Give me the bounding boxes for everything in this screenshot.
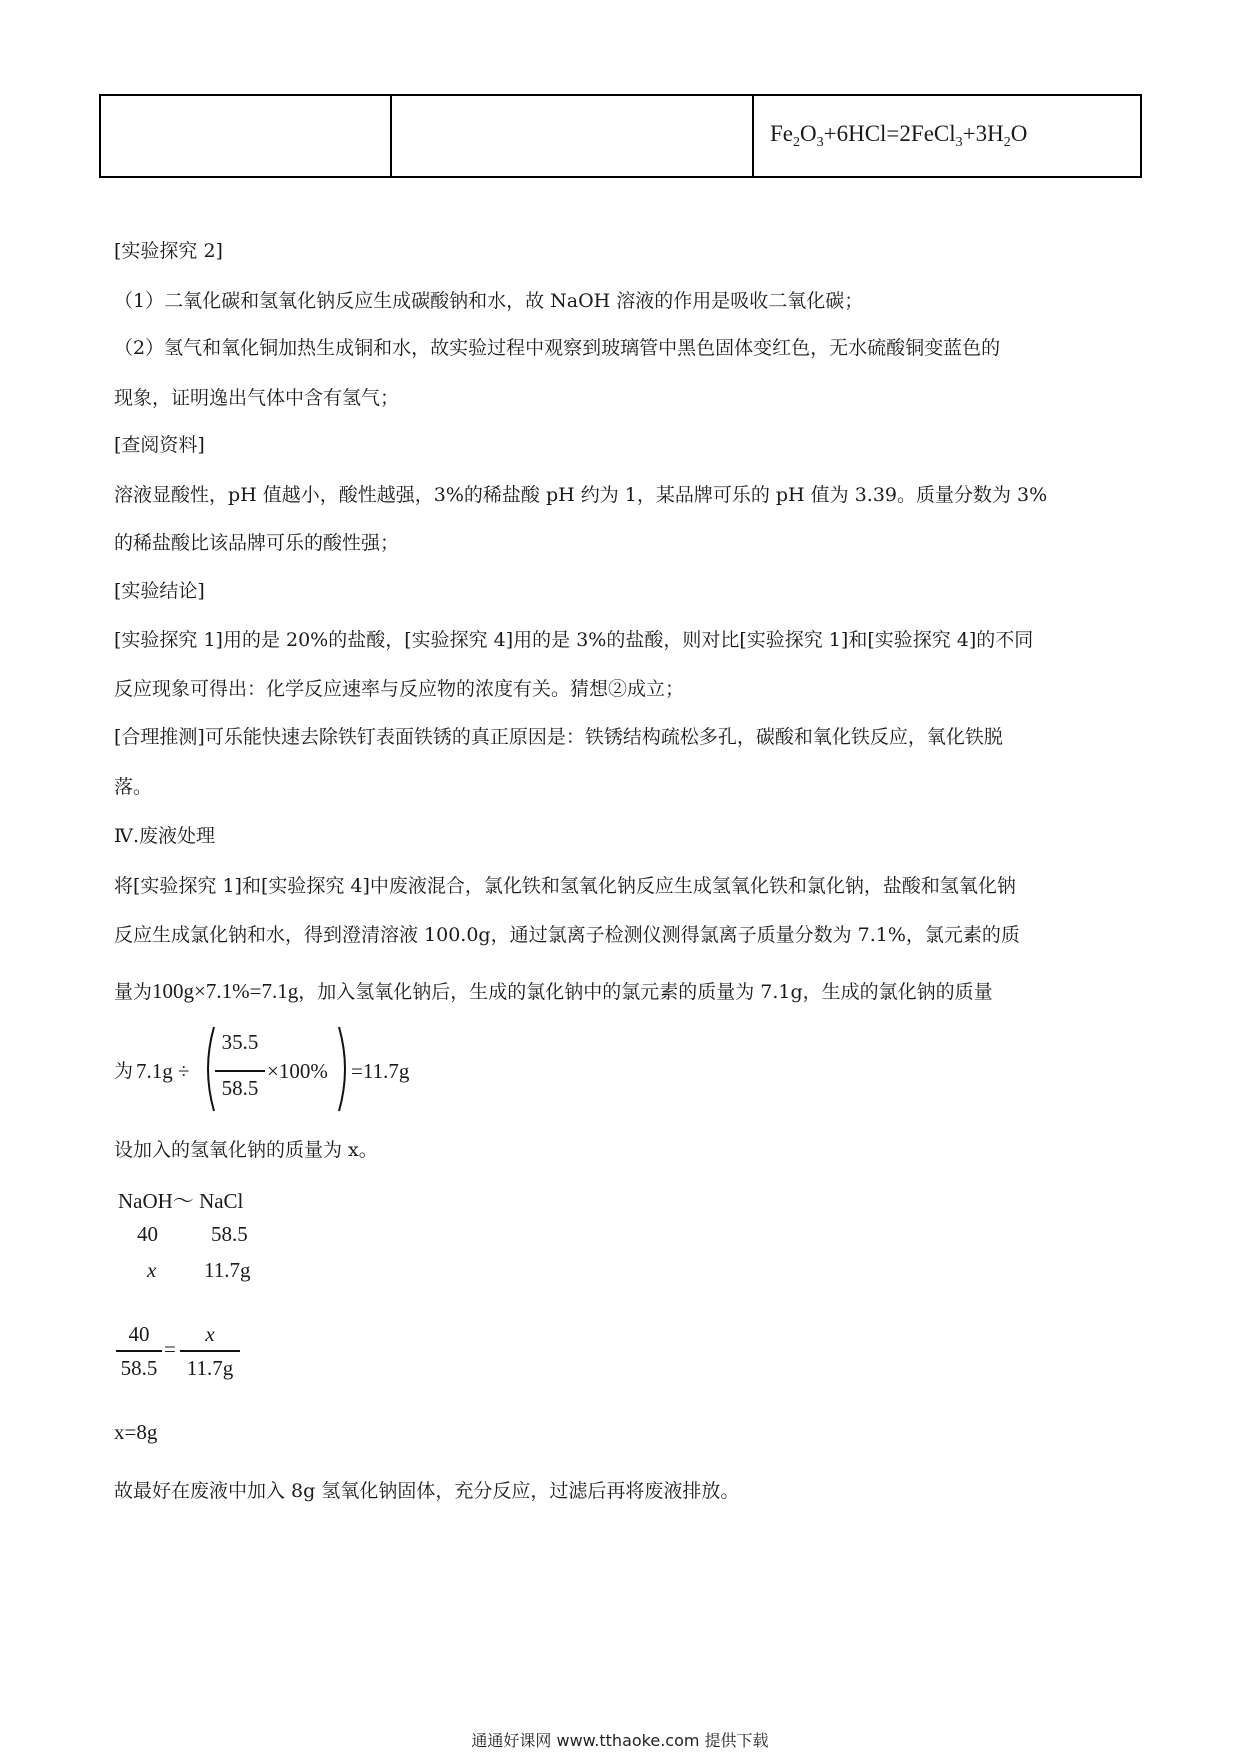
table-right-border xyxy=(1140,94,1142,178)
proportion-denominator: 11.7g xyxy=(186,1356,234,1380)
paragraph-line: 反应现象可得出：化学反应速率与反应物的浓度有关。猜想②成立； xyxy=(114,678,685,700)
proportion-numerator: 40 xyxy=(128,1322,150,1346)
paragraph-line: 溶液显酸性，pH 值越小，酸性越强，3%的稀盐酸 pH 约为 1，某品牌可乐的 pH 值为 3.39。质量分数为 3% xyxy=(114,484,1048,506)
section-heading-waste: Ⅳ.废液处理 xyxy=(114,825,216,847)
section-heading-reference: [查阅资料] xyxy=(114,434,205,456)
relation-value: 40 xyxy=(137,1222,158,1246)
fraction-denominator: 58.5 xyxy=(221,1076,259,1100)
formula-multiplier: ×100% xyxy=(267,1059,328,1083)
proportion-denominator: 58.5 xyxy=(120,1356,158,1380)
relation-value: 11.7g xyxy=(204,1258,251,1282)
fraction-bar xyxy=(180,1350,240,1352)
paragraph-line: 设加入的氢氧化钠的质量为 x。 xyxy=(114,1139,378,1161)
paragraph-line: [合理推测]可乐能快速去除铁钉表面铁锈的真正原因是：铁锈结构疏松多孔，碳酸和氧化铁反应，氧化铁脱 xyxy=(114,726,1003,748)
paragraph-line: （2）氢气和氧化铜加热生成铜和水，故实验过程中观察到玻璃管中黑色固体变红色，无水硫酸铜变蓝色的 xyxy=(114,337,1001,359)
table-cell-formula: $Fe_2O_3+6HCl=2FeCl_3+3H_2O$ xyxy=(770,121,1028,150)
formula-prefix: 为 xyxy=(114,1060,134,1082)
result-equation: x=8g xyxy=(114,1420,158,1444)
table-divider-2 xyxy=(752,94,754,178)
fraction-bar xyxy=(215,1070,265,1072)
table-left-border xyxy=(99,94,101,178)
relation-variable: x xyxy=(147,1258,157,1282)
right-paren-icon xyxy=(336,1024,352,1114)
paragraph-line: 现象，证明逸出气体中含有氢气； xyxy=(114,387,400,409)
relation-value: 58.5 xyxy=(211,1222,248,1246)
paragraph-line: 落。 xyxy=(114,776,153,798)
fraction-numerator: 35.5 xyxy=(221,1030,259,1054)
relation-header: NaOH〜 NaCl xyxy=(118,1189,244,1213)
paragraph-line-with-math: 量为100g×7.1%=7.1g，加入氢氧化钠后，生成的氯化钠中的氯元素的质量为 7.1g，生成的氯化钠的质量 xyxy=(114,979,993,1003)
page-footer: 通通好课网 www.tthaoke.com 提供下载 xyxy=(471,1731,769,1750)
equals-sign: = xyxy=(164,1337,176,1361)
paragraph-line: 反应生成氯化钠和水，得到澄清溶液 100.0g，通过氯离子检测仪测得氯离子质量分数为 7.1%，氯元素的质 xyxy=(114,924,1020,946)
table-bottom-border xyxy=(99,176,1142,178)
table-top-border xyxy=(99,94,1142,96)
section-heading-exp2: [实验探究 2] xyxy=(114,240,223,262)
table-divider-1 xyxy=(390,94,392,178)
paragraph-line: （1）二氧化碳和氢氧化钠反应生成碳酸钠和水，故 NaOH 溶液的作用是吸收二氧化碳； xyxy=(114,290,864,312)
paragraph-line: 故最好在废液中加入 8g 氢氧化钠固体，充分反应，过滤后再将废液排放。 xyxy=(114,1480,740,1502)
formula-result: =11.7g xyxy=(351,1059,410,1083)
paragraph-line: 的稀盐酸比该品牌可乐的酸性强； xyxy=(114,532,400,554)
section-heading-conclusion: [实验结论] xyxy=(114,580,205,602)
paragraph-line: [实验探究 1]用的是 20%的盐酸，[实验探究 4]用的是 3%的盐酸，则对比[实验探究 1]和[实验探究 4]的不同 xyxy=(114,629,1034,651)
proportion-numerator: x xyxy=(205,1322,215,1346)
fraction-bar xyxy=(116,1350,162,1352)
paragraph-line: 将[实验探究 1]和[实验探究 4]中废液混合，氯化铁和氢氧化钠反应生成氢氧化铁和氯化钠，盐酸和氢氧化钠 xyxy=(114,875,1016,897)
formula-term: 7.1g ÷ xyxy=(136,1059,190,1083)
